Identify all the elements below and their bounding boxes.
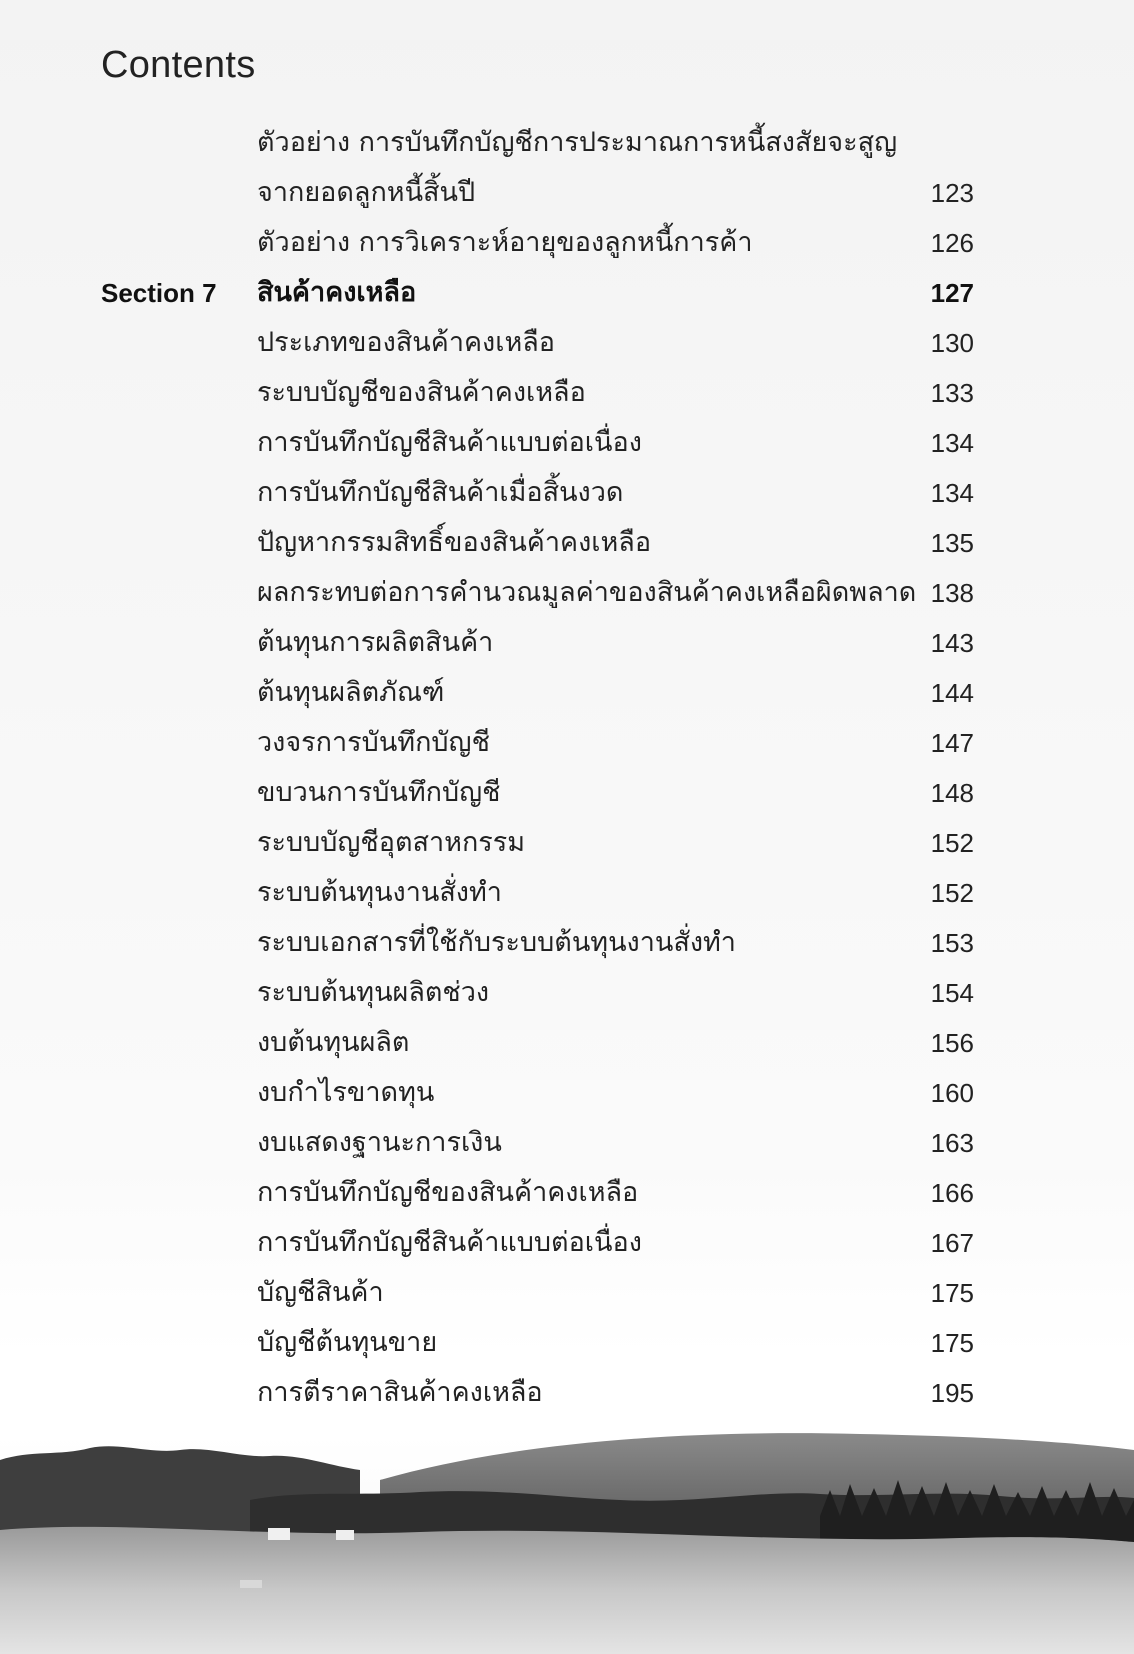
house-shape [240,1580,262,1588]
toc-entry-row [0,468,1134,518]
entry-title: การบันทึกบัญชีของสินค้าคงเหลือ [257,1177,639,1208]
toc-entry-row [0,118,1134,168]
page-number: 156 [930,1028,974,1058]
page-number: 175 [930,1328,974,1358]
page-number: 138 [930,578,974,608]
page-number: 160 [930,1078,974,1108]
page-number: 130 [930,328,974,358]
page-title: Contents [101,44,256,86]
entry-title: ผลกระทบต่อการคำนวณมูลค่าของสินค้าคงเหลือผิดพลาด [257,577,917,608]
entry-title: งบแสดงฐานะการเงิน [257,1127,502,1158]
toc-entry-row [0,218,1134,268]
toc-entry-row [0,168,1134,218]
entry-title: ระบบต้นทุนงานสั่งทำ [257,877,502,908]
entry-title: ตัวอย่าง การบันทึกบัญชีการประมาณการหนี้สงสัยจะสูญ [257,127,898,158]
page-number: 152 [930,828,974,858]
entry-title: ปัญหากรรมสิทธิ์ของสินค้าคงเหลือ [257,527,652,558]
toc-entry-row [0,768,1134,818]
toc-entry-row [0,318,1134,368]
entry-title: งบกำไรขาดทุน [257,1077,435,1108]
entry-title: ต้นทุนการผลิตสินค้า [257,627,494,658]
page-number: 166 [930,1178,974,1208]
toc-entry-row [0,618,1134,668]
landscape-illustration [0,1420,1134,1654]
toc-entry-row [0,1118,1134,1168]
toc-entry-row [0,868,1134,918]
toc-entry-row [0,568,1134,618]
entry-title: งบต้นทุนผลิต [257,1027,410,1058]
page-number: 133 [930,378,974,408]
entry-title: จากยอดลูกหนี้สิ้นปี [257,177,476,208]
toc-entry-row [0,668,1134,718]
entry-title: ระบบบัญชีอุตสาหกรรม [257,827,526,858]
toc-entry-row [0,1068,1134,1118]
page-number: 127 [930,278,974,308]
toc-entry-row [0,1218,1134,1268]
toc-entry-row [0,718,1134,768]
toc-entry-row [0,968,1134,1018]
toc-entry-row [0,1318,1134,1368]
entry-title: สินค้าคงเหลือ [257,277,417,308]
page-number: 175 [930,1278,974,1308]
entry-title: การบันทึกบัญชีสินค้าแบบต่อเนื่อง [257,427,642,458]
entry-title: ประเภทของสินค้าคงเหลือ [257,327,556,358]
section-label: Section 7 [101,278,217,308]
entry-title: ต้นทุนผลิตภัณฑ์ [257,677,445,708]
page-number: 126 [930,228,974,258]
page-number: 153 [930,928,974,958]
page-number: 143 [930,628,974,658]
toc-entry-row [0,418,1134,468]
toc-entry-row [0,918,1134,968]
toc-section-row [0,268,1134,318]
toc-entry-row [0,518,1134,568]
entry-title: ขบวนการบันทึกบัญชี [257,777,501,808]
page-number: 148 [930,778,974,808]
entry-title: ระบบบัญชีของสินค้าคงเหลือ [257,377,586,408]
page-number: 167 [930,1228,974,1258]
toc-entry-row [0,1168,1134,1218]
entry-title: การบันทึกบัญชีสินค้าแบบต่อเนื่อง [257,1227,642,1258]
entry-title: ระบบต้นทุนผลิตช่วง [257,977,490,1008]
toc-entry-row [0,1268,1134,1318]
house-shape [336,1530,354,1540]
page-number: 144 [930,678,974,708]
page-number: 134 [930,478,974,508]
entry-title: วงจรการบันทึกบัญชี [257,727,490,758]
entry-title: ตัวอย่าง การวิเคราะห์อายุของลูกหนี้การค้า [257,227,753,258]
page-number: 152 [930,878,974,908]
entry-title: บัญชีสินค้า [257,1277,384,1308]
page-number: 195 [930,1378,974,1408]
page-number: 154 [930,978,974,1008]
toc-entry-row [0,818,1134,868]
page-number: 163 [930,1128,974,1158]
page-number: 123 [930,178,974,208]
toc-entry-row [0,1368,1134,1418]
entry-title: บัญชีต้นทุนขาย [257,1327,438,1358]
entry-title: การบันทึกบัญชีสินค้าเมื่อสิ้นงวด [257,477,624,508]
house-shape [268,1528,290,1540]
page-number: 134 [930,428,974,458]
entry-title: ระบบเอกสารที่ใช้กับระบบต้นทุนงานสั่งทำ [257,927,736,958]
page-number: 147 [930,728,974,758]
page-number: 135 [930,528,974,558]
toc-entry-row [0,1018,1134,1068]
meadow [0,1527,1134,1654]
entry-title: การตีราคาสินค้าคงเหลือ [257,1377,543,1408]
toc-entry-row [0,368,1134,418]
